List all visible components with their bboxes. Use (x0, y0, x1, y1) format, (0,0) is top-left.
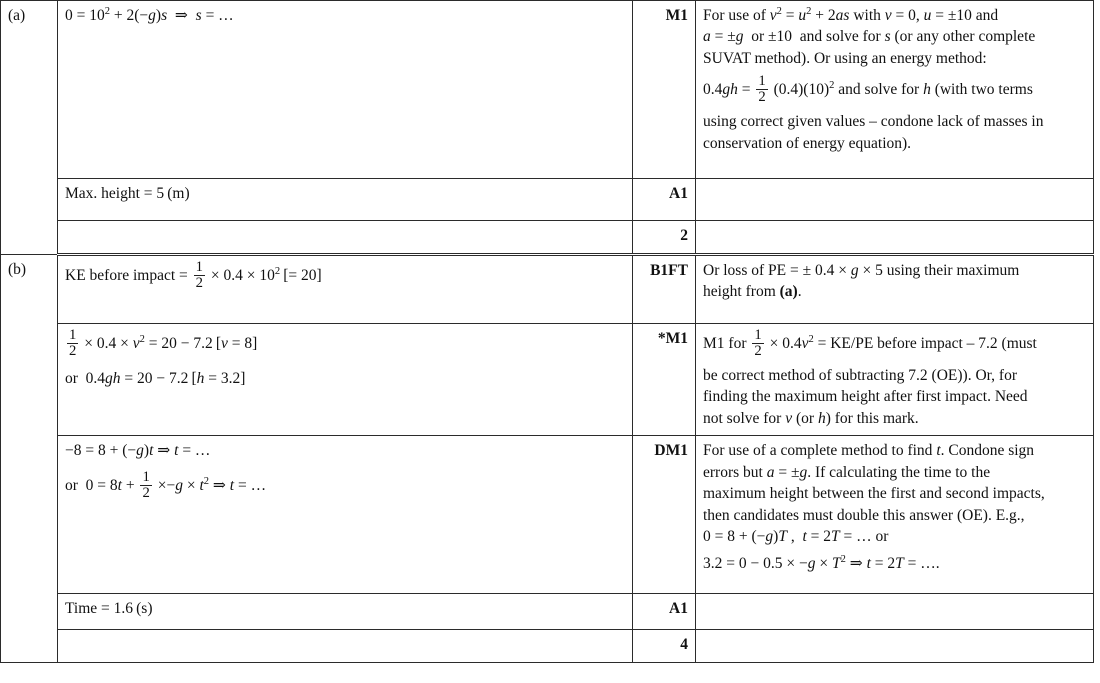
working-cell-a-m1 (58, 1, 633, 179)
notes-cell-b-m1 (696, 324, 1094, 436)
note-line: height from (a). (703, 283, 802, 301)
table-row (1, 179, 1094, 221)
fraction-one-half: $\frac{1}{2}$ (195, 259, 204, 291)
working-cell-b-m1 (58, 324, 633, 436)
equation-line: $\frac{1}{2}$ × $0.4 \times v^2 = 20 - 7.2$ [v = 8] (69, 327, 258, 359)
working-cell-a-total (58, 221, 633, 255)
mark-cell-b-a1: A1 (633, 594, 696, 630)
fraction-one-half: $\frac{1}{2}$ (69, 327, 77, 359)
notes-cell-b-b1ft (696, 255, 1094, 324)
equation-line: $0 = 10^2 + 2(-g)s$ ⇒ s = … (65, 5, 234, 24)
note-line: SUVAT method). Or using an energy method: (703, 49, 987, 67)
working-cell-b-total (58, 630, 633, 662)
equation-line: or 0 = 8t + $\frac{1}{2}$ $\times-g \times t^2$ ⇒ t = … (65, 468, 267, 501)
table-row (1, 436, 1094, 594)
mark-total-b: 4 (633, 630, 696, 662)
mark-cell-b-m1: *M1 (633, 324, 696, 436)
working-cell-b-dm1 (58, 436, 633, 594)
fraction-one-half: $\frac{1}{2}$ (758, 73, 766, 106)
notes-cell-b-dm1 (696, 436, 1094, 594)
table-row (1, 1, 1094, 179)
note-line: be correct method of subtracting 7.2 (OE)). Or, for (703, 367, 1018, 384)
equation-line: KE before impact = $\frac{1}{2}$ × $0.4 \times 10^2$ [= 20] (65, 259, 322, 291)
note-line: finding the maximum height after first impact. Need (703, 388, 1028, 406)
table-row (1, 324, 1094, 436)
table-row (1, 255, 1094, 324)
working-cell-a-a1 (58, 179, 633, 221)
table-row (1, 594, 1094, 630)
notes-cell-b-total (696, 630, 1094, 662)
note-line: $3.2 = 0 - 0.5 \times -g \times T^2$ ⇒ t = 2T = …. (703, 553, 940, 572)
mark-cell-b-b1ft: B1FT (633, 255, 696, 324)
equation-line: Time = 1.6 (s) (65, 600, 153, 618)
note-line: 0 = 8 + (−g)T , t = 2T = … or (703, 528, 889, 546)
notes-cell-a-m1 (696, 1, 1094, 179)
notes-cell-b-a1 (696, 594, 1094, 630)
table-row (1, 221, 1094, 255)
fraction-one-half: $\frac{1}{2}$ (754, 327, 762, 359)
fraction-one-half: $\frac{1}{2}$ (142, 468, 150, 501)
working-cell-b-b1ft (58, 255, 633, 324)
question-part-label-a: (a) (1, 1, 58, 255)
working-cell-b-a1 (58, 594, 633, 630)
note-line: then candidates must double this answer (OE). E.g., (703, 506, 1025, 524)
table-row (1, 630, 1094, 662)
note-line: not solve for v (or h) for this mark. (703, 409, 919, 427)
note-line: maximum height between the first and second impacts, (703, 485, 1045, 503)
mark-cell-a-a1: A1 (633, 179, 696, 221)
mark-cell-a-m1: M1 (633, 1, 696, 179)
note-line: For use of $v^2 = u^2 + 2as$ with v = 0, u = ±10 and (703, 5, 999, 24)
note-line: For use of a complete method to find t. Condone sign (703, 442, 1035, 460)
equation-line: or 0.4gh = 20 − 7.2 [h = 3.2] (65, 370, 246, 387)
note-line: a = ±g or ±10 and solve for s (or any other complete (703, 28, 1036, 46)
equation-line: −8 = 8 + (−g)t ⇒ t = … (65, 442, 211, 460)
note-line: using correct given values – condone lack of masses in (703, 113, 1044, 131)
note-line: conservation of energy equation). (703, 134, 912, 152)
note-line: M1 for $\frac{1}{2}$ × $0.4v^2 = KE/PE$ before impact – 7.2 (must (703, 327, 1037, 359)
note-line: 0.4gh = $\frac{1}{2}$ $(0.4)(10)^2$ and solve for h (with two terms (703, 73, 1033, 106)
notes-cell-a-a1 (696, 179, 1094, 221)
note-line: errors but a = ±g. If calculating the time to the (703, 463, 991, 481)
mark-cell-b-dm1: DM1 (633, 436, 696, 594)
equation-line: Max. height = 5 (m) (65, 185, 190, 202)
mark-total-a: 2 (633, 221, 696, 255)
note-line: Or loss of PE = ± 0.4 × g × 5 using their maximum (703, 262, 1020, 279)
question-part-label-b: (b) (1, 255, 58, 663)
notes-cell-a-total (696, 221, 1094, 255)
